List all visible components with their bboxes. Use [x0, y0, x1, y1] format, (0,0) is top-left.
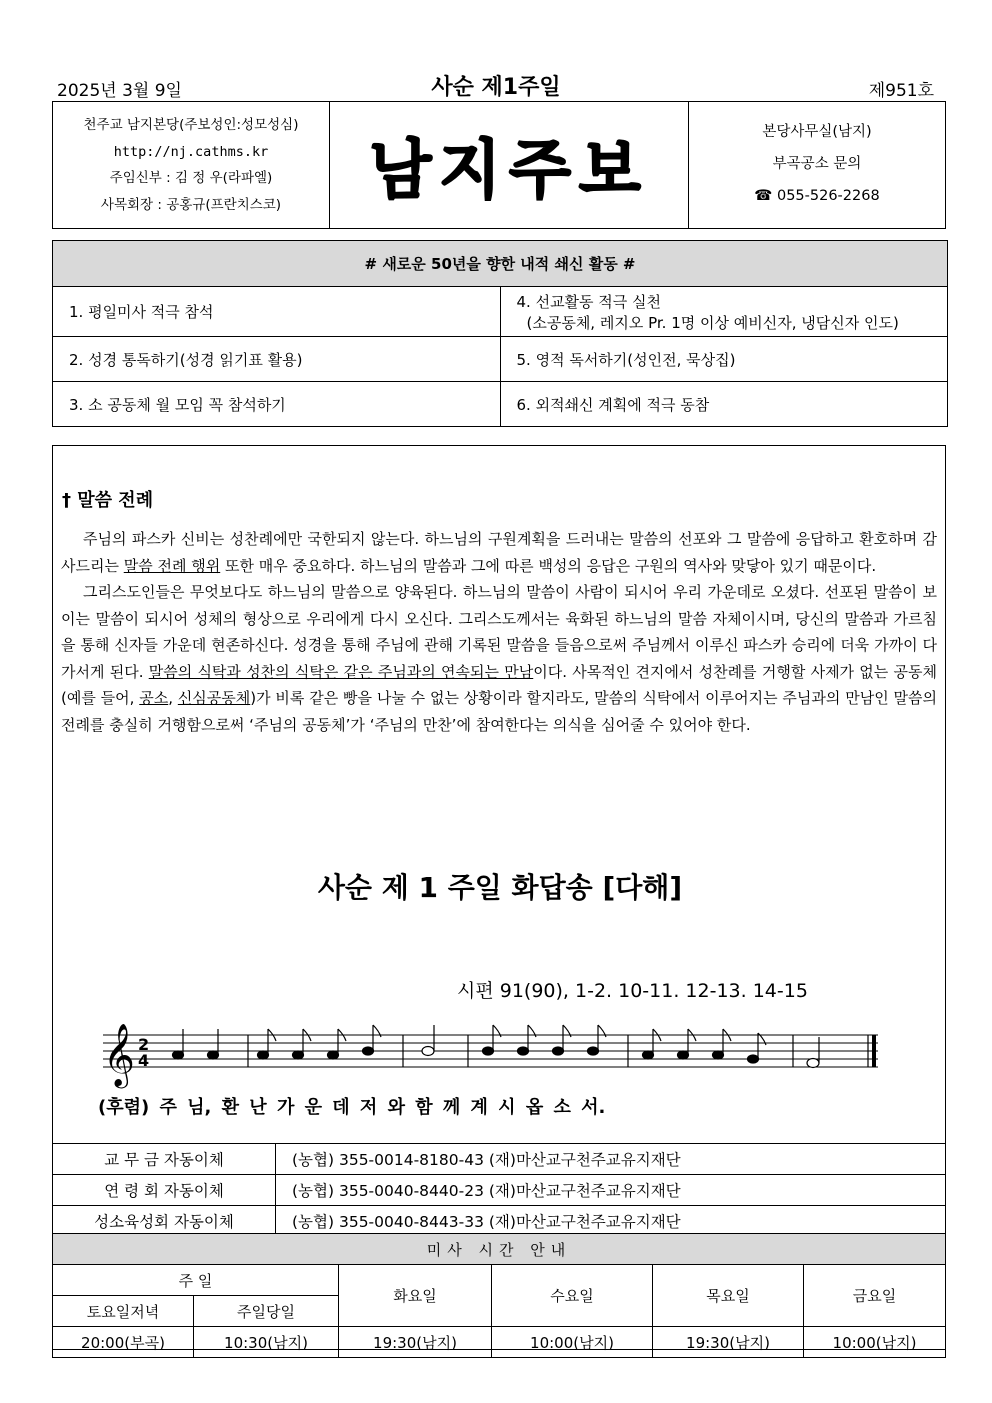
- transfer-account: (농협) 355-0014-8180-43 (재)마산교구천주교유지재단: [276, 1144, 947, 1175]
- bulletin-date: 2025년 3월 9일: [57, 81, 182, 101]
- treble-clef-icon: 𝄞: [103, 1023, 135, 1086]
- church-url[interactable]: http://nj.cathms.kr: [113, 143, 269, 160]
- note: [643, 1051, 654, 1059]
- time-signature-bottom: 4: [138, 1051, 150, 1070]
- mass-time: 10:00(남지): [804, 1327, 946, 1358]
- masthead-contact: [689, 102, 945, 242]
- note: [328, 1051, 339, 1059]
- office-label: 본당사무실(남지): [762, 124, 872, 140]
- note: [208, 1051, 219, 1059]
- transfer-account: (농협) 355-0040-8440-23 (재)마산교구천주교유지재단: [276, 1175, 947, 1206]
- phone-number: ☎ 055-526-2268: [754, 188, 880, 204]
- day-header: 화요일: [339, 1265, 492, 1327]
- underlined-text: 공소: [139, 689, 169, 707]
- goals-heading: # 새로운 50년을 향한 내적 쇄신 활동 #: [53, 241, 948, 287]
- text-run: 주님의 파스카 신비는 성찬례에만 국한되지 않는다. 하느님의 구원계획을 드러내는 말씀의 선포와 그 말씀에 응답하고 환호하며 감사드리는: [61, 530, 937, 575]
- table-row: [53, 1206, 946, 1237]
- text-run: 이다. 사목적인 견지에서 성찬례를 거행할 사제가 없는 공동체(예를 들어,: [61, 662, 937, 707]
- transfer-account: (농협) 355-0040-8443-33 (재)마산교구천주교유지재단: [276, 1206, 947, 1237]
- day-header: 금요일: [804, 1265, 946, 1327]
- psalm-lyrics: (후렴) 주 님, 환 난 가 운 데 저 와 함 께 계 시 옵 소 서.: [98, 1097, 606, 1118]
- note: [363, 1047, 374, 1055]
- masthead: [52, 101, 946, 229]
- psalm-title: 사순 제 1 주일 화답송 [다해]: [317, 871, 683, 904]
- paragraph: [61, 526, 937, 579]
- note: [258, 1051, 269, 1059]
- mass-time: 10:30(남지): [194, 1327, 339, 1358]
- goal-item: 3. 소 공동체 월 모임 꼭 참석하기: [53, 382, 501, 427]
- underlined-text: 말씀의 식탁과 성찬의 식탁은 같은 주님과의 연속되는 만남: [148, 662, 534, 681]
- half-note: [422, 1047, 434, 1056]
- half-note: [807, 1059, 819, 1068]
- word-liturgy-title: † 말씀 전례: [62, 490, 154, 511]
- goal-item-detail: (소공동체, 레지오 Pr. 1명 이상 예비신자, 냉담신자 인도): [526, 313, 899, 332]
- paragraph: [61, 579, 937, 738]
- note: [483, 1047, 494, 1055]
- note: [678, 1051, 689, 1059]
- mass-schedule-heading: 미사 시간 안내: [53, 1234, 946, 1265]
- transfer-label: 연 령 회 자동이체: [53, 1175, 276, 1206]
- goal-item: 2. 성경 통독하기(성경 읽기표 활용): [53, 337, 501, 382]
- notes: [173, 1025, 820, 1068]
- text-run: 또한 매우 중요하다. 하느님의 말씀과 그에 따른 백성의 응답은 구원의 역사와 맞닿아 있기 때문이다.: [220, 556, 877, 575]
- goal-item: 1. 평일미사 적극 참석: [53, 287, 501, 337]
- main-section: [52, 445, 946, 1350]
- sunday-header: 주 일: [53, 1265, 339, 1296]
- day-header: 수요일: [492, 1265, 653, 1327]
- saturday-evening-header: 토요일저녁: [53, 1296, 194, 1327]
- psalm-reference: 시편 91(90), 1-2. 10-11. 12-13. 14-15: [457, 980, 808, 1002]
- note: [588, 1047, 599, 1055]
- church-name: 천주교 남지본당(주보성인:성모성심): [83, 117, 299, 133]
- underlined-text: 말씀 전례 행위: [123, 556, 221, 575]
- note: [293, 1051, 304, 1059]
- goal-item-title: 4. 선교활동 적극 실천: [516, 292, 662, 311]
- transfer-label: 교 무 금 자동이체: [53, 1144, 276, 1175]
- auto-transfer-table: [53, 1143, 946, 1236]
- day-header: 목요일: [653, 1265, 804, 1327]
- priest-name: 주임신부 : 김 정 우(라파엘): [109, 170, 273, 186]
- text-run: ,: [168, 689, 178, 707]
- underlined-text: 신심공동체: [177, 689, 251, 707]
- note: [713, 1051, 724, 1059]
- mass-schedule-table: [52, 1233, 946, 1358]
- table-row: [53, 1144, 946, 1175]
- goal-item: 6. 외적쇄신 계획에 적극 동참: [500, 382, 948, 427]
- mass-time: 20:00(부곡): [53, 1327, 194, 1358]
- text-run: 그리스도인들은 무엇보다도 하느님의 말씀으로 양육된다. 하느님의 말씀이 사람이 되시어 우리 가운데로 오셨다. 선포된 말씀이 보이는 말씀이 되시어 성체의 형상으로 우리에게 다시 오신다. 그리스도께서는 육화된 하느님의 말씀 자체이시며, 당신의 말씀과 가르침을 통해 신자들 가운데 현존하신다. 성경을 통해 주님에 관해 기록된 말씀을 들음으로써 주님께서 이루신 파스카 승리에 더욱 가까이 다가서게 된다.: [61, 583, 937, 681]
- issue-number: 제951호: [868, 81, 934, 101]
- mass-time: 10:00(남지): [492, 1327, 653, 1358]
- music-score: [98, 1021, 888, 1093]
- mission-label: 부곡공소 문의: [772, 156, 862, 172]
- time-signature-top: 2: [138, 1035, 150, 1054]
- table-row: [53, 1175, 946, 1206]
- note: [748, 1055, 759, 1063]
- renewal-goals-table: [52, 240, 948, 427]
- bulletin-name: 남지주보: [330, 102, 689, 228]
- transfer-label: 성소육성회 자동이체: [53, 1206, 276, 1237]
- mass-time: 19:30(남지): [653, 1327, 804, 1358]
- note: [173, 1051, 184, 1059]
- word-liturgy-body: [61, 526, 937, 738]
- masthead-info: [53, 102, 330, 228]
- mass-time: 19:30(남지): [339, 1327, 492, 1358]
- note: [553, 1047, 564, 1055]
- goal-item: [500, 287, 948, 337]
- bulletin-title: 사순 제1주일: [431, 75, 561, 100]
- text-run: )가 비록 같은 빵을 나눌 수 없는 상황이라 할지라도, 말씀의 식탁에서 이루어지는 주님과의 만남인 말씀의 전례를 충실히 거행함으로써 ‘주님의 공동체’가 ‘주님의 만찬’에 참여한다는 의식을 심어줄 수 있어야 한다.: [61, 689, 937, 734]
- goal-item: 5. 영적 독서하기(성인전, 묵상집): [500, 337, 948, 382]
- note: [518, 1047, 529, 1055]
- council-president: 사목회장 : 공홍규(프란치스코): [100, 196, 282, 213]
- sunday-day-header: 주일당일: [194, 1296, 339, 1327]
